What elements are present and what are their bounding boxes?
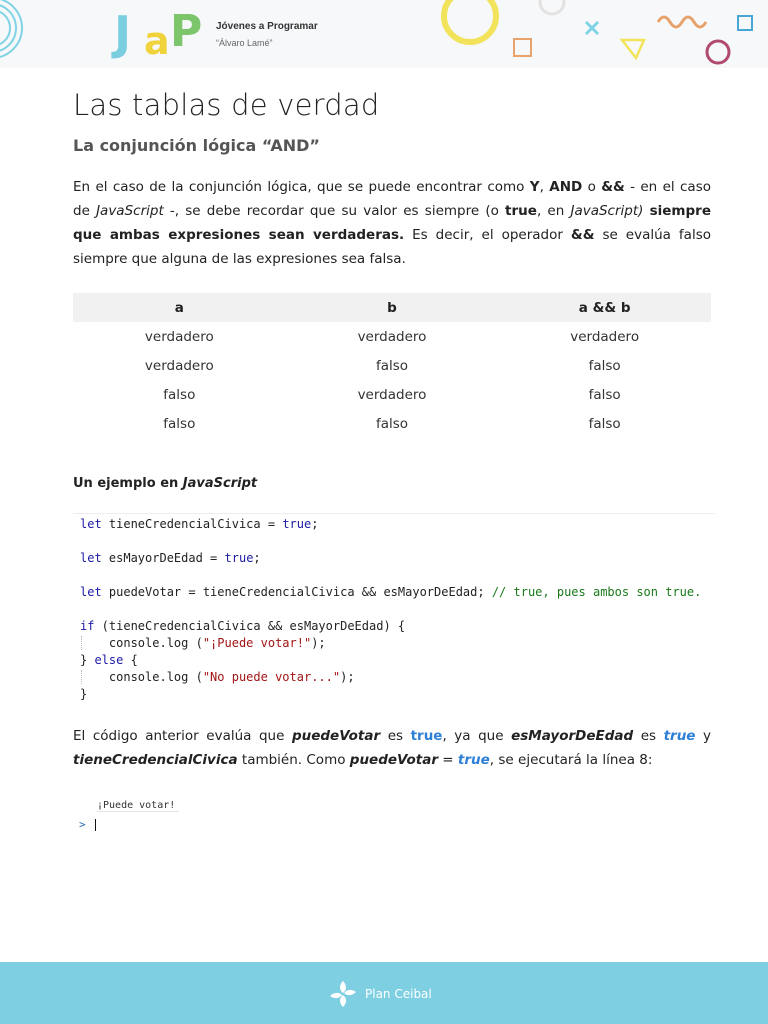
console-prompt-icon: > (79, 818, 86, 831)
table-cell: falso (588, 357, 621, 374)
plan-ceibal-logo-icon (327, 978, 359, 1010)
table-header-row (73, 293, 711, 322)
code-line-5: console.log ("¡Puede votar!"); (80, 636, 326, 650)
decorative-shapes-icon (430, 0, 768, 68)
table-cell: verdadero (357, 386, 427, 403)
console-caret[interactable] (95, 819, 96, 831)
explanation-paragraph: El código anterior evalúa que puedeVotar es true, ya que esMayorDeEdad es true y tieneCredencialCivica también. Como puedeVotar = true, se ejecutará la línea 8: (73, 728, 711, 768)
footer-brand (327, 978, 432, 1010)
table-cell: falso (588, 415, 621, 432)
intro-paragraph: En el caso de la conjunción lógica, que se puede encontrar como Y, AND o && - en el caso de JavaScript -, se debe recordar que su valor es siempre (o true, en JavaScript) siempre que ambas expresiones sean verdaderas. Es decir, el operador && se evalúa falso siempre que alguna de las expresiones sea falsa. (73, 179, 711, 267)
table-row (73, 409, 711, 438)
column-header: b (286, 293, 499, 322)
page-footer (0, 962, 768, 1024)
decorative-rings-icon (0, 0, 40, 68)
column-header: a && b (498, 293, 711, 322)
table-cell: falso (375, 415, 409, 432)
code-line-7: console.log ("No puede votar..."); (80, 670, 355, 684)
code-line-6: } else { (80, 653, 138, 667)
main-content (73, 88, 711, 491)
brand-subtitle: “Álvaro Lamé” (216, 37, 273, 48)
code-line-2: let esMayorDeEdad = true; (80, 551, 261, 565)
code-block (73, 513, 715, 705)
brand-text (216, 21, 318, 48)
brand-name: Jóvenes a Programar (216, 20, 318, 32)
table-cell: falso (163, 415, 196, 432)
truth-table (73, 293, 711, 438)
table-cell: verdadero (357, 328, 427, 345)
code-line-8: } (80, 687, 88, 701)
table-cell: falso (163, 386, 196, 403)
table-cell: falso (588, 386, 621, 403)
table-cell: verdadero (144, 357, 214, 374)
page-title: Las tablas de verdad (73, 88, 380, 122)
code-line-1: let tieneCredencialCivica = true; (80, 517, 319, 531)
page-header (0, 0, 768, 68)
table-row (73, 351, 711, 380)
example-heading: Un ejemplo en JavaScript (73, 476, 258, 491)
table-cell: verdadero (144, 328, 214, 345)
table-cell: verdadero (570, 328, 640, 345)
section-subtitle: La conjunción lógica “AND” (73, 136, 320, 155)
column-header: a (73, 293, 286, 322)
console-log-line: ¡Puede votar! (97, 800, 179, 812)
code-line-3: let puedeVotar = tieneCredencialCivica && esMayorDeEdad; // true, pues ambos son true. (80, 585, 702, 599)
table-row (73, 322, 711, 351)
console-output (75, 798, 195, 838)
jap-logo: J a P (114, 6, 203, 63)
header-brand (114, 6, 318, 63)
table-cell: falso (375, 357, 409, 374)
code-line-4: if (tieneCredencialCivica && esMayorDeEdad) { (80, 619, 406, 633)
footer-brand-name: Plan Ceibal (365, 987, 432, 1001)
table-row (73, 380, 711, 409)
